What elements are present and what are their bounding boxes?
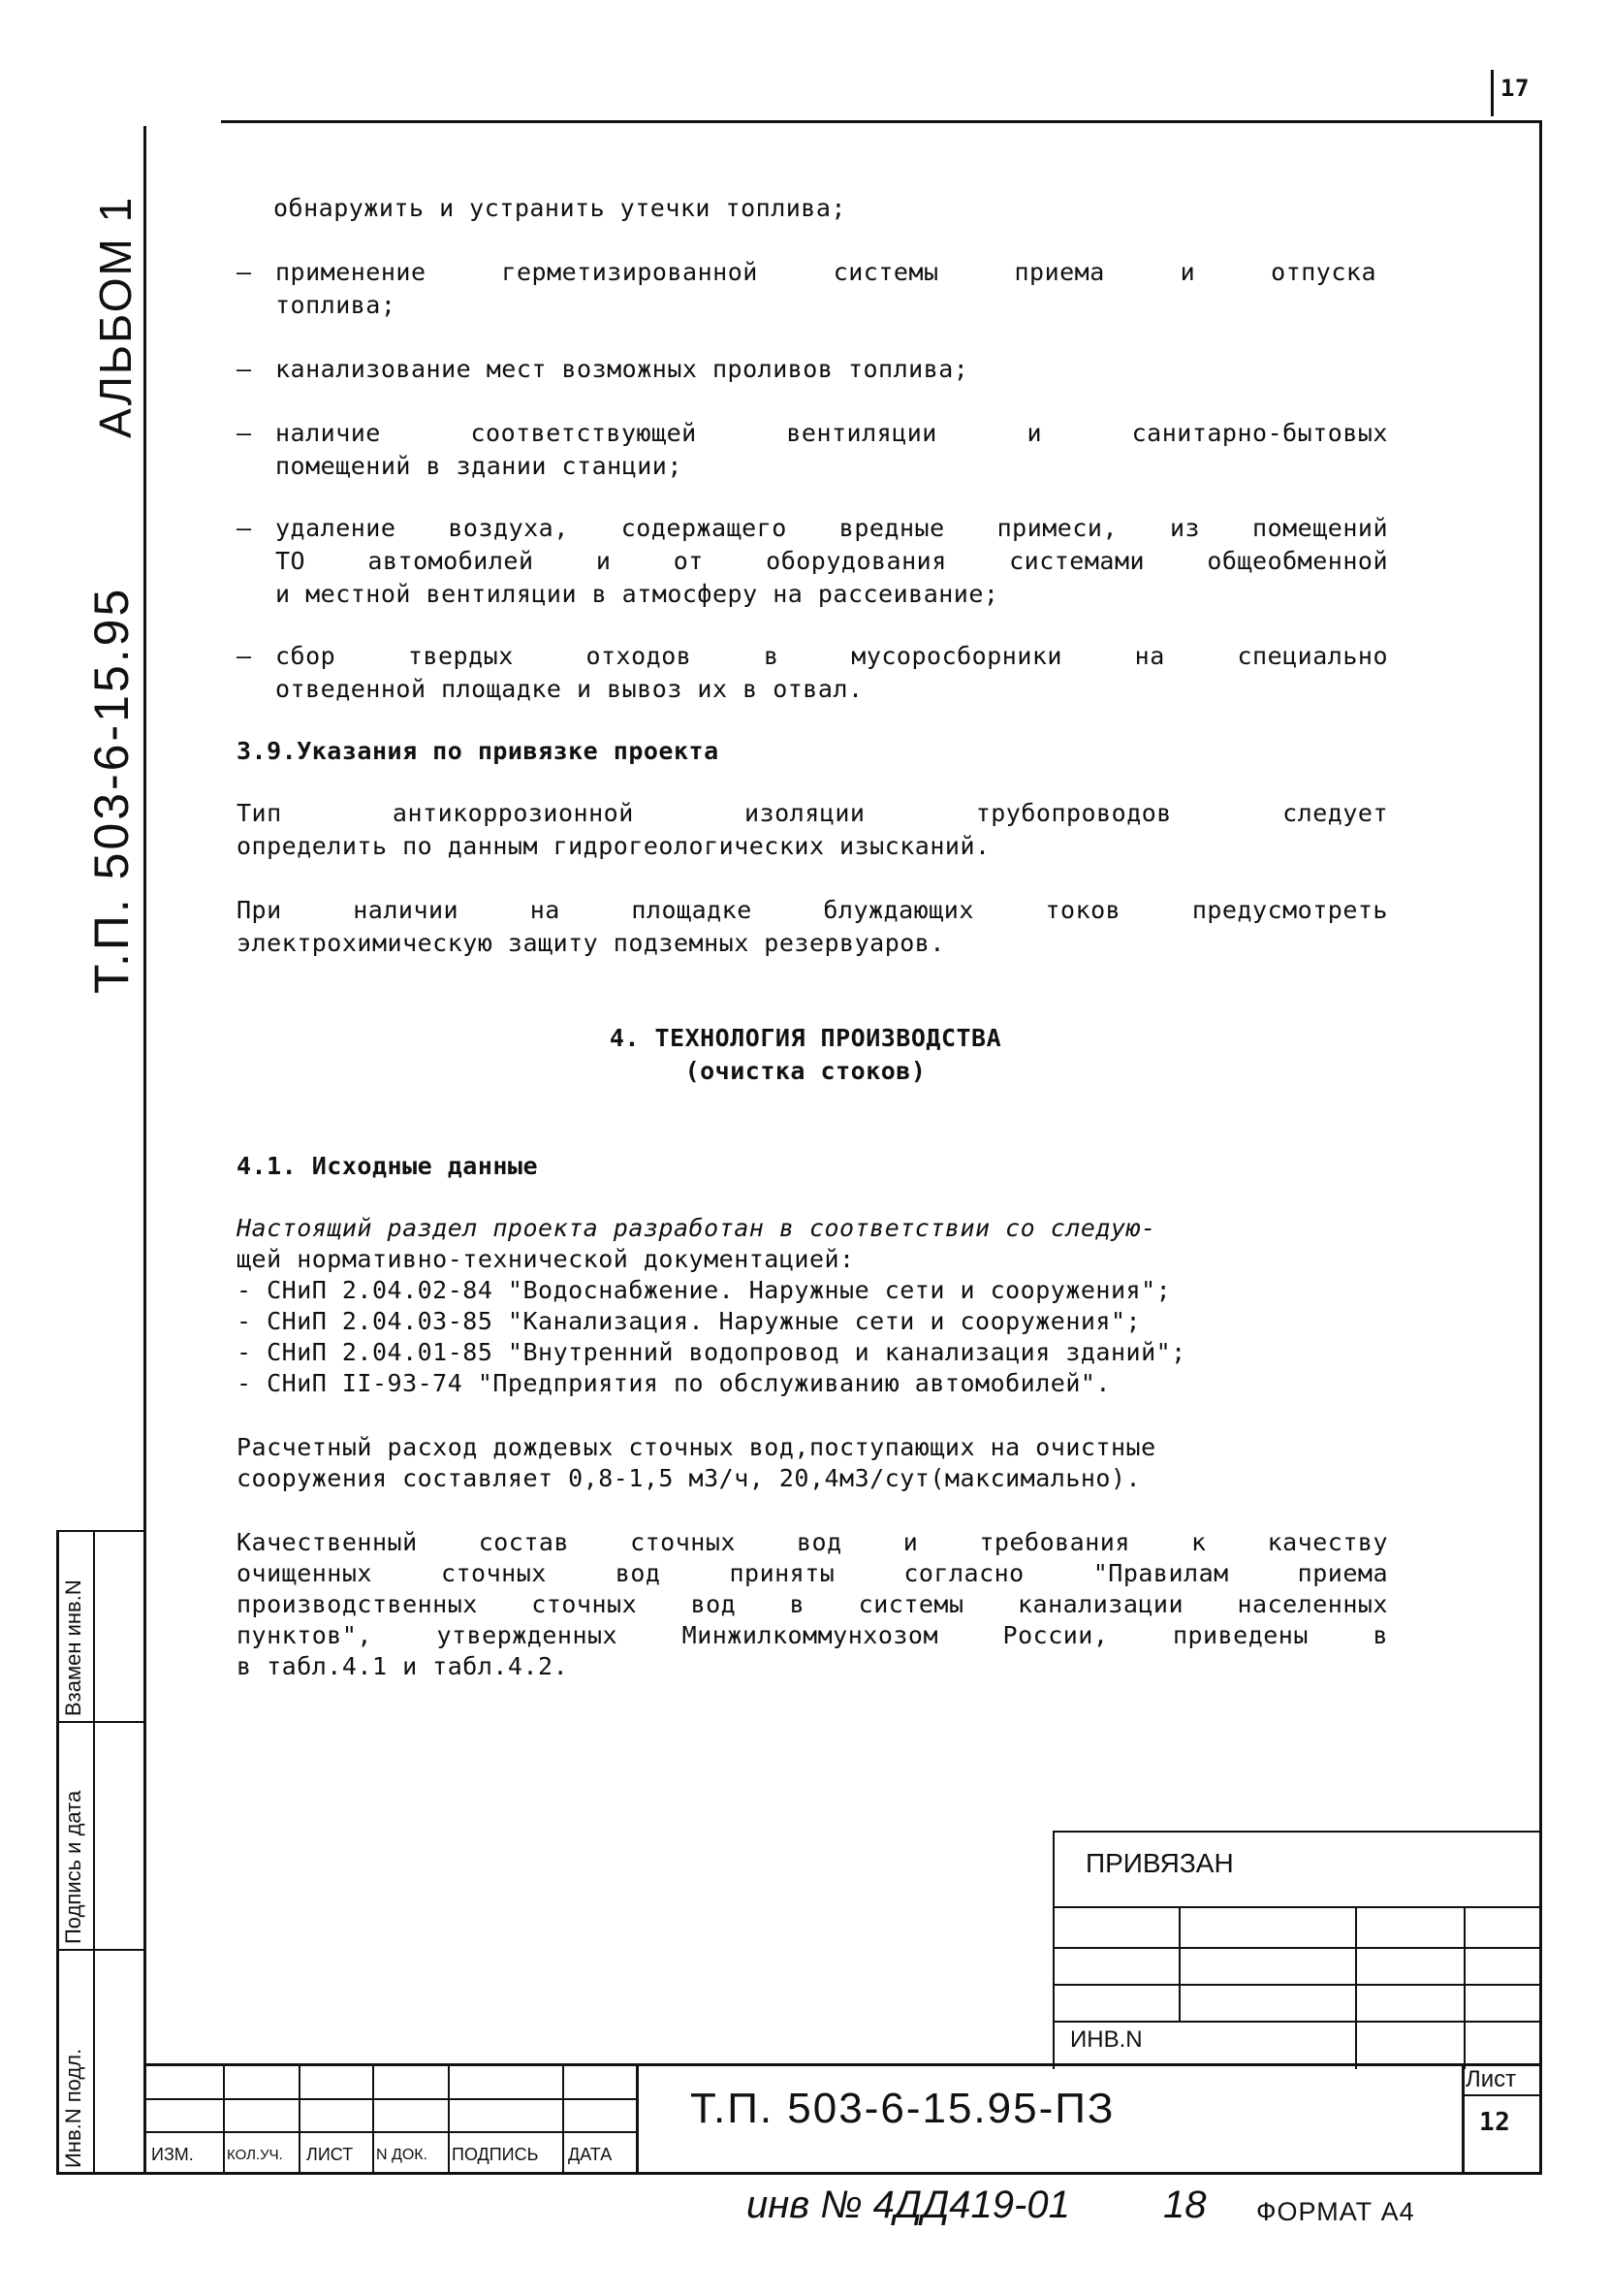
tb-rev-col (223, 2063, 225, 2172)
tb-sheet-row (1462, 2094, 1542, 2096)
col-n-dok: N ДОК. (376, 2147, 428, 2163)
stamp-inner-line (93, 1530, 95, 2174)
tb-rev-col-end (636, 2063, 639, 2172)
tb-row-4 (1053, 2021, 1542, 2023)
privyazan-label: ПРИВЯЗАН (1086, 1848, 1234, 1878)
bullet-5-line-0: сбор твердых отходов в мусоросборники на специально (275, 642, 1388, 670)
section-4-title: 4. ТЕХНОЛОГИЯ ПРОИЗВОДСТВА (609, 1024, 1002, 1052)
stamp-inv-podl: Инв.N подл. (61, 2048, 85, 2168)
list-label: Лист (1466, 2066, 1517, 2092)
tb-main-top (143, 2063, 1542, 2066)
section-4-1-heading: 4.1. Исходные данные (237, 1152, 539, 1180)
handwritten-number: 18 (1163, 2184, 1207, 2226)
tb-rev-col (562, 2063, 564, 2172)
bullet-4-line-0: удаление воздуха, содержащего вредные примеси, из помещений (275, 514, 1388, 542)
sheet-number: 12 (1479, 2108, 1511, 2137)
page-number-divider (1491, 70, 1494, 116)
stamp-podpis: Подпись и дата (61, 1790, 85, 1944)
frame-top (221, 120, 1542, 123)
s39-p1-line-0: Тип антикоррозионной изоляции трубопроводов следует (237, 799, 1388, 827)
quality-line-0: Качественный состав сточных вод и требования к качеству (237, 1528, 1388, 1556)
s41-intro-line-0: Настоящий раздел проекта разработан в соответствии со следую- (237, 1214, 1156, 1242)
tb-rev-col (299, 2063, 300, 2172)
bullet-dash: – (237, 355, 252, 383)
bullet-dash: – (237, 419, 252, 447)
frame-left (143, 126, 146, 2174)
side-project-code: Т.П. 503-6-15.95 (84, 586, 139, 994)
stamp-divider-1 (56, 1721, 145, 1723)
quality-line-1: очищенных сточных вод приняты согласно "Правилам приема (237, 1559, 1388, 1587)
col-podpis: ПОДПИСЬ (452, 2145, 539, 2164)
stamp-top (56, 1530, 145, 1532)
bullet-dash: – (237, 258, 252, 286)
s39-p1-line-1: определить по данным гидрогеологических изысканий. (237, 832, 991, 860)
tb-col-3 (1464, 1906, 1466, 2069)
norm-item: - СНиП 2.04.03-85 "Канализация. Наружные сети и сооружения"; (237, 1307, 1142, 1335)
s39-p2-line-1: электрохимическую защиту подземных резервуаров. (237, 929, 945, 957)
bullet-5-line-1: отведенной площадке и вывоз их в отвал. (275, 675, 864, 703)
norm-item: - СНиП 2.04.01-85 "Внутренний водопровод и канализация зданий"; (237, 1338, 1186, 1366)
inv-n-label: ИНВ.N (1070, 2026, 1143, 2053)
quality-line-2: производственных сточных вод в системы канализации населенных (237, 1590, 1388, 1618)
flow-line-1: сооружения составляет 0,8-1,5 м3/ч, 20,4м3/сут(максимально). (237, 1464, 1142, 1492)
tb-col-1 (1179, 1906, 1181, 2021)
tb-col-2 (1355, 1906, 1357, 2069)
stamp-left-border (56, 1530, 59, 2174)
format-label: ФОРМАТ А4 (1256, 2197, 1415, 2226)
col-list: ЛИСТ (306, 2145, 354, 2164)
col-data: ДАТА (568, 2145, 613, 2164)
bullet-1-line-0: применение герметизированной системы приема и отпуска (275, 258, 1376, 286)
norm-item: - СНиП II-93-74 "Предприятия по обслуживанию автомобилей". (237, 1369, 1111, 1397)
bullet-dash: – (237, 642, 252, 670)
s41-intro-line-1: щей нормативно-технической документацией: (237, 1245, 855, 1273)
bullet-4-line-1: ТО автомобилей и от оборудования системами общеобменной (275, 547, 1388, 575)
bullet-2-line-0: канализование мест возможных проливов топлива; (275, 355, 969, 383)
flow-line-0: Расчетный расход дождевых сточных вод,поступающих на очистные (237, 1433, 1156, 1461)
tb-row-3 (1053, 1984, 1542, 1986)
bullet-4-line-2: и местной вентиляции в атмосферу на рассеивание; (275, 580, 999, 608)
col-kol-uch: КОЛ.УЧ. (227, 2147, 283, 2163)
norm-item: - СНиП 2.04.02-84 "Водоснабжение. Наружные сети и сооружения"; (237, 1276, 1172, 1304)
bullet-3-line-1: помещений в здании станции; (275, 452, 682, 480)
tb-top (1053, 1831, 1542, 1833)
col-izm: ИЗМ. (151, 2145, 194, 2164)
album-label: АЛЬБОМ 1 (90, 195, 141, 438)
section-3-9-heading: 3.9.Указания по привязке проекта (237, 737, 719, 765)
tb-sheet-col (1462, 2063, 1465, 2172)
tb-row-2 (1053, 1947, 1542, 1949)
bullet-3-line-0: наличие соответствующей вентиляции и санитарно-бытовых (275, 419, 1388, 447)
tb-row-1 (1053, 1906, 1542, 1908)
stamp-divider-2 (56, 1949, 145, 1951)
bullet-dash: – (237, 514, 252, 542)
stamp-zamen: Взамен инв.N (61, 1579, 85, 1716)
tb-left (1053, 1831, 1055, 2069)
handwritten-inventory: инв № 4ДД419-01 (746, 2184, 1070, 2226)
quality-line-3: пунктов", утвержденных Минжилкоммунхозом России, приведены в (237, 1621, 1388, 1649)
title-block-code: Т.П. 503-6-15.95-ПЗ (690, 2085, 1116, 2132)
s39-p2-line-0: При наличии на площадке блуждающих токов предусмотреть (237, 896, 1388, 924)
frame-right (1539, 120, 1542, 2174)
tb-rev-col (448, 2063, 450, 2172)
page-number: 17 (1500, 75, 1530, 102)
frame-bottom (56, 2172, 1542, 2175)
section-4-subtitle: (очистка стоков) (684, 1057, 927, 1085)
tb-rev-col (372, 2063, 374, 2172)
bullet-0-line-0: обнаружить и устранить утечки топлива; (273, 194, 846, 222)
quality-line-4: в табл.4.1 и табл.4.2. (237, 1652, 569, 1680)
bullet-1-line-1: топлива; (275, 291, 396, 319)
